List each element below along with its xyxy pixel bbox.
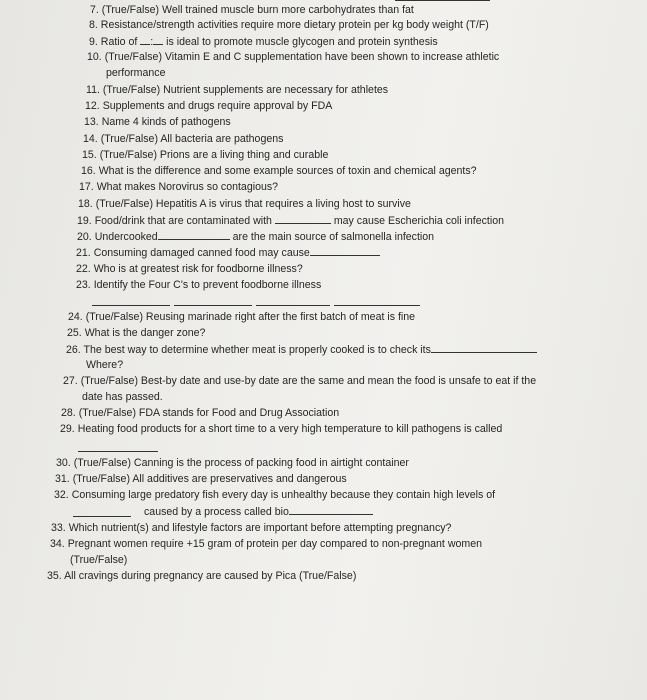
question-text: What is the difference and some example sources of toxin and chemical agents? bbox=[98, 165, 477, 177]
question-25 bbox=[67, 326, 205, 341]
question-text: may cause Escherichia coli infection bbox=[333, 215, 505, 227]
question-number: 30. bbox=[56, 457, 71, 469]
question-text: (True/False) Nutrient supplements are necessary for athletes bbox=[102, 84, 389, 96]
question-33 bbox=[51, 521, 451, 536]
question-text: (True/False) Reusing marinade right after the first batch of meat is fine bbox=[85, 311, 416, 323]
question-text: performance bbox=[106, 67, 166, 79]
question-27-continued bbox=[82, 390, 163, 405]
question-number: 16. bbox=[81, 165, 96, 177]
question-text: What makes Norovirus so contagious? bbox=[96, 181, 279, 193]
question-number: 25. bbox=[67, 327, 82, 339]
question-text: is ideal to promote muscle glycogen and protein synthesis bbox=[166, 36, 438, 48]
question-text: date has passed. bbox=[82, 391, 163, 403]
question-14 bbox=[83, 132, 283, 147]
question-34-continued bbox=[70, 553, 127, 568]
question-7 bbox=[90, 3, 414, 18]
question-text: (True/False) Canning is the process of packing food in airtight container bbox=[73, 457, 409, 469]
question-text: (True/False) FDA stands for Food and Drug Association bbox=[78, 407, 340, 419]
question-10 bbox=[87, 50, 499, 65]
question-23 bbox=[76, 278, 321, 293]
question-number: 9. bbox=[89, 36, 98, 48]
question-text: (True/False) All additives are preservatives and dangerous bbox=[72, 473, 347, 485]
answer-blank bbox=[158, 229, 230, 240]
answer-line-four-cs bbox=[334, 305, 420, 306]
question-text: Undercooked bbox=[94, 231, 158, 243]
question-text: (True/False) Hepatitis A is virus that requires a living host to survive bbox=[95, 198, 411, 210]
question-number: 28. bbox=[61, 407, 76, 419]
question-number: 21. bbox=[76, 247, 91, 259]
question-text: Who is at greatest risk for foodborne illness? bbox=[93, 263, 303, 275]
answer-line-four-cs bbox=[92, 305, 170, 306]
question-number: 18. bbox=[78, 198, 93, 210]
question-35 bbox=[47, 569, 356, 584]
question-21 bbox=[76, 245, 380, 261]
question-number: 35. bbox=[47, 570, 62, 582]
question-text: Where? bbox=[86, 359, 124, 371]
question-text: What is the danger zone? bbox=[84, 327, 206, 339]
question-number: 34. bbox=[50, 538, 65, 550]
question-12 bbox=[85, 99, 332, 114]
answer-line-four-cs bbox=[174, 305, 252, 306]
answer-blank bbox=[431, 342, 537, 353]
question-text: (True/False) Vitamin E and C supplementation have been shown to increase athletic bbox=[104, 51, 500, 63]
question-27 bbox=[63, 374, 536, 389]
question-30 bbox=[56, 456, 409, 471]
answer-line-q32 bbox=[73, 516, 131, 517]
answer-blank bbox=[140, 34, 150, 45]
question-18 bbox=[78, 197, 411, 212]
question-text: Consuming damaged canned food may cause bbox=[93, 247, 310, 259]
top-answer-line bbox=[395, 0, 490, 1]
question-28 bbox=[61, 406, 339, 421]
question-29 bbox=[60, 422, 502, 437]
question-number: 13. bbox=[84, 116, 99, 128]
question-text: Name 4 kinds of pathogens bbox=[101, 116, 231, 128]
question-32-continued bbox=[144, 504, 373, 520]
question-text: (True/False) bbox=[70, 554, 128, 566]
answer-line-four-cs bbox=[256, 305, 330, 306]
question-text: Resistance/strength activities require more dietary protein per kg body weight (T/F) bbox=[100, 19, 489, 31]
question-number: 33. bbox=[51, 522, 66, 534]
question-number: 26. bbox=[66, 344, 81, 356]
question-text: All cravings during pregnancy are caused by Pica (True/False) bbox=[64, 570, 357, 582]
question-text: (True/False) Prions are a living thing and curable bbox=[99, 149, 329, 161]
question-number: 24. bbox=[68, 311, 83, 323]
question-text: Heating food products for a short time to a very high temperature to kill pathogens is called bbox=[77, 423, 503, 435]
question-26-continued bbox=[86, 358, 123, 373]
question-number: 7. bbox=[90, 4, 99, 16]
question-10-continued bbox=[106, 66, 165, 81]
question-number: 19. bbox=[77, 215, 92, 227]
question-number: 14. bbox=[83, 133, 98, 145]
question-number: 31. bbox=[55, 473, 70, 485]
answer-blank bbox=[153, 34, 163, 45]
question-26 bbox=[66, 342, 537, 358]
question-9 bbox=[89, 34, 438, 50]
question-number: 11. bbox=[86, 84, 100, 96]
question-number: 22. bbox=[76, 263, 91, 275]
question-number: 15. bbox=[82, 149, 97, 161]
question-number: 10. bbox=[87, 51, 102, 63]
question-number: 17. bbox=[79, 181, 94, 193]
question-number: 27. bbox=[63, 375, 78, 387]
question-text: Identify the Four C's to prevent foodborne illness bbox=[93, 279, 322, 291]
question-text: (True/False) All bacteria are pathogens bbox=[100, 133, 284, 145]
question-24 bbox=[68, 310, 415, 325]
question-text: (True/False) Best-by date and use-by date are the same and mean the food is unsafe to eat if the bbox=[80, 375, 537, 387]
question-22 bbox=[76, 262, 303, 277]
question-text: Food/drink that are contaminated with bbox=[94, 215, 272, 227]
question-32 bbox=[54, 488, 495, 503]
question-15 bbox=[82, 148, 328, 163]
question-number: 29. bbox=[60, 423, 75, 435]
question-text: The best way to determine whether meat is properly cooked is to check its bbox=[83, 344, 431, 356]
question-number: 8. bbox=[89, 19, 98, 31]
question-17 bbox=[79, 180, 278, 195]
question-number: 32. bbox=[54, 489, 69, 501]
question-text: Which nutrient(s) and lifestyle factors are important before attempting pregnancy? bbox=[68, 522, 452, 534]
question-11 bbox=[86, 83, 388, 98]
answer-blank bbox=[310, 245, 380, 256]
question-text: Consuming large predatory fish every day is unhealthy because they contain high levels of bbox=[71, 489, 496, 501]
answer-line-q29 bbox=[78, 451, 158, 452]
answer-blank bbox=[289, 504, 373, 515]
question-20 bbox=[77, 229, 434, 245]
question-13 bbox=[84, 115, 231, 130]
answer-blank bbox=[275, 213, 331, 224]
question-number: 12. bbox=[85, 100, 100, 112]
question-text: Pregnant women require +15 gram of protein per day compared to non-pregnant women bbox=[67, 538, 482, 550]
question-text: Supplements and drugs require approval by FDA bbox=[102, 100, 333, 112]
question-31 bbox=[55, 472, 347, 487]
question-text: are the main source of salmonella infection bbox=[232, 231, 435, 243]
question-number: 23. bbox=[76, 279, 91, 291]
question-text: : bbox=[150, 36, 154, 48]
question-number: 20. bbox=[77, 231, 92, 243]
question-8 bbox=[89, 18, 489, 33]
question-34 bbox=[50, 537, 482, 552]
question-text: caused by a process called bio bbox=[144, 506, 289, 518]
question-19 bbox=[77, 213, 504, 229]
question-text: Ratio of bbox=[100, 36, 138, 48]
question-text: (True/False) Well trained muscle burn more carbohydrates than fat bbox=[101, 4, 414, 16]
question-16 bbox=[81, 164, 477, 179]
